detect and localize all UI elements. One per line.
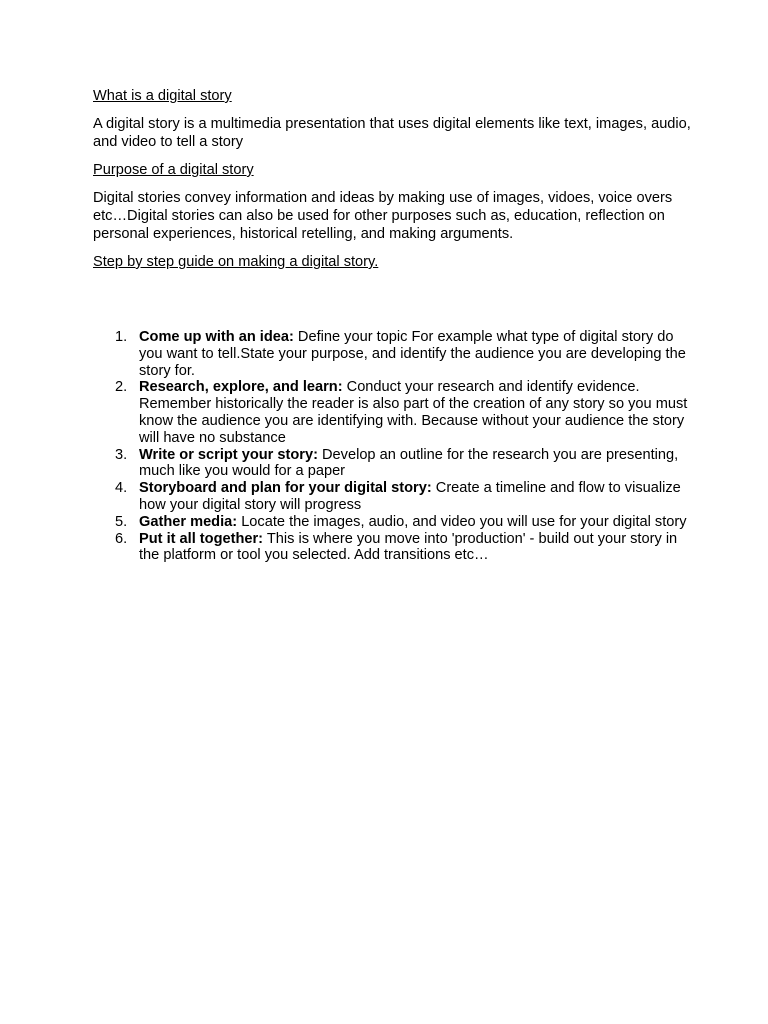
- step-number: 2.: [115, 379, 128, 396]
- heading-purpose: Purpose of a digital story: [93, 162, 254, 178]
- step-text: Conduct your research and identify evidence. Remember historically the reader is also part of the creation of any story so you must know the audience you are identifying with. Because without your audience the story will have no substance: [139, 379, 688, 446]
- step-item: [93, 480, 693, 514]
- step-title: Write or script your story:: [139, 446, 318, 463]
- step-text: Develop an outline for the research you are presenting, much like you would for a paper: [139, 446, 679, 480]
- steps-list: [93, 329, 693, 564]
- heading-step-guide: Step by step guide on making a digital story.: [93, 254, 379, 270]
- step-text: Locate the images, audio, and video you will use for your digital story: [237, 513, 687, 530]
- heading-what-is-digital-story: What is a digital story: [93, 88, 232, 104]
- paragraph-definition: A digital story is a multimedia presentation that uses digital elements like text, images, audio, and video to tell a story: [93, 116, 691, 150]
- step-item: [93, 514, 693, 531]
- step-title: Storyboard and plan for your digital story:: [139, 480, 432, 497]
- step-number: 1.: [115, 329, 128, 345]
- step-item: [93, 447, 693, 481]
- step-item: [93, 329, 693, 379]
- step-text: Define your topic For example what type of digital story do you want to tell.State your purpose, and identify the audience you are developing the story for.: [139, 329, 686, 379]
- step-title: Gather media:: [139, 513, 238, 530]
- blank-space: [93, 281, 693, 329]
- paragraph-purpose: Digital stories convey information and ideas by making use of images, vidoes, voice overs etc…Digital stories can also be used for other purposes such as, education, reflection on personal experiences, historical retelling, and making arguments.: [93, 190, 673, 242]
- step-title: Come up with an idea:: [139, 329, 294, 345]
- step-number: 6.: [115, 530, 128, 547]
- step-title: Put it all together:: [139, 530, 264, 547]
- step-title: Research, explore, and learn:: [139, 379, 343, 396]
- step-number: 3.: [115, 446, 128, 463]
- step-text: Create a timeline and flow to visualize how your digital story will progress: [139, 480, 681, 513]
- step-text: This is where you move into 'production' - build out your story in the platform or tool you selected. Add transitions etc…: [139, 530, 678, 564]
- step-number: 5.: [115, 513, 128, 530]
- step-number: 4.: [115, 480, 128, 497]
- step-item: [93, 379, 693, 446]
- document-page: [93, 87, 693, 564]
- step-item: [93, 531, 693, 565]
